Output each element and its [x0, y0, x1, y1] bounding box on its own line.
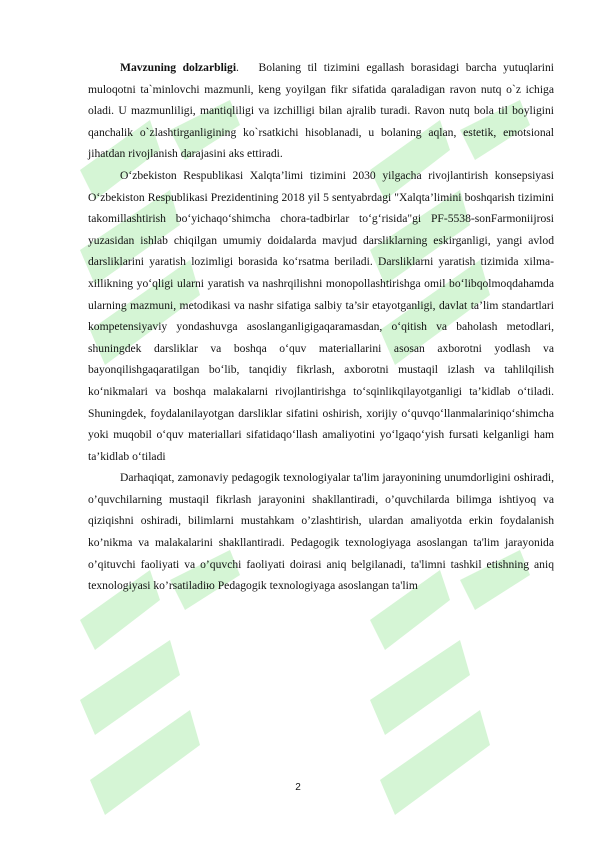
page-number: 2 — [295, 782, 301, 793]
section-heading-relevance: Mavzuning dolzarbligi — [120, 61, 237, 74]
paragraph-concept: O‘zbekiston Respublikasi Xalqta’limi tizimini 2030 yilgacha rivojlantirish konsepsiyasi O‘zbekiston Respublikasi Prezidentining 2018 yil 5 sentyabrdagi "Xalqta’limini boshqarish tizimini takomillashtirish bo‘yichaqo‘shimcha chora-tadbirlar to‘g‘risida"gi PF-5538-sonFarmoniijrosi yuzasidan ishlab chiqilgan umumiy doidalarda mavjud darsliklarning eskirganligi, yangi avlod darsliklarini yaratish lozimligi borasida ko‘rsatma beriladi. Darsliklarni yaratish tizimida xilma-xillikning yo‘qligi ularni yaratish va nashrqilishni monopollashtirishga omil bo‘libqolmoqdahamda ularning mazmuni, metodikasi va nashr sifatiga salbiy ta’sir etayotganligi, davlat ta’lim standartlari kompetensiyaviy yondashuvga asoslanganligigaqaramasdan, o‘qitish va baholash metodlari, shuningdek darsliklar va boshqa o‘quv materiallarini asosan axborotni yodlash va bayonqilishgaqaratilgan bo‘lib, tanqidiy fikrlash, axborotni mustaqil izlash va tahlilqilish ko‘nikmalari va boshqa malakalarni rivojlantirishga to‘sqinlikqilayotganligi ta’kidlab o‘tiladi. Shuningdek, foydalanilayotgan darsliklar sifatini oshirish, xorijiy o‘quvqo‘llanmalariniqo‘shimcha yoki muqobil o‘quv materiallari sifatidaqo‘llash amaliyotini yo‘lgaqo‘yish fursati kelganligi ham ta’kidlab o‘tiladi — [88, 168, 554, 463]
document-body — [88, 57, 554, 597]
paragraph-relevance — [88, 57, 554, 165]
paragraph-technologies: Darhaqiqat, zamonaviy pedagogik texnologiyalar ta'lim jarayonining unumdorligini oshiradi, o’quvchilarning mustaqil fikrlash jarayonini shakllantiradi, o’quvchilarda bilimga ishtiyoq va qiziqishni oshiradi, bilimlarni mustahkam o’zlashtirish, ulardan amaliyotda erkin foydalanish ko’nikma va malakalarini shakllantiradi. Pedagogik texnologiyaga asoslangan ta'lim jarayonida o’qituvchi faoliyati va o’quvchi faoliyati doirasi aniq belgilanadi, ta'limni tashkil etishning aniq texnologiyasi ko’rsatiladiю Pedagogik texnologiyaga asoslangan ta'lim — [88, 471, 554, 593]
heading-punctuation: . — [236, 61, 239, 74]
paragraph-relevance-body: Bolaning til tizimini egallash borasidagi barcha yutuqlarini muloqotni ta`minlovchi mazmunli, keng yoyilgan fikr sifatida qaraladigan ravon nutq o`z ichiga oladi. U mazmunliligi, mantiqliligi va izchilligi bilan ajralib turadi. Ravon nutq bola til boyligini qanchalik o`zlashtirganligining ko`rsatkichi hisoblanadi, u bolaning aqlan, estetik, emotsional jihatdan rivojlanish darajasini aks ettiradi. — [88, 61, 555, 161]
